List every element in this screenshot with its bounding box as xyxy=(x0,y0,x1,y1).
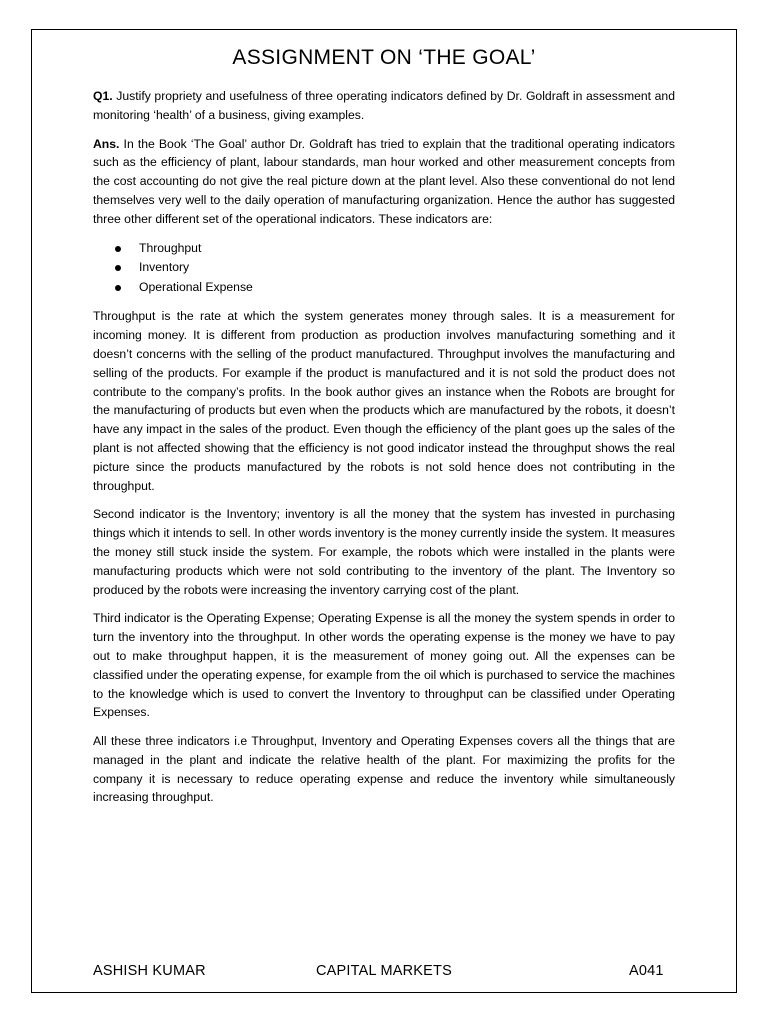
indicator-list xyxy=(93,239,675,298)
page-title: ASSIGNMENT ON ‘THE GOAL’ xyxy=(232,46,536,69)
bullet-icon xyxy=(115,246,121,252)
footer-subject: CAPITAL MARKETS xyxy=(316,963,452,979)
indicator-operational-expense: Operational Expense xyxy=(139,279,253,294)
question-label: Q1. xyxy=(93,89,113,103)
indicator-inventory: Inventory xyxy=(139,260,190,275)
bullet-icon xyxy=(115,265,121,271)
answer-paragraph xyxy=(93,135,675,229)
footer-roll-number: A041 xyxy=(629,963,664,979)
document-body xyxy=(93,87,675,817)
operating-expense-paragraph: Third indicator is the Operating Expense; Operating Expense is all the money the system spends in order to turn the inventory into the throughput. In other words the operating expense is the money we have to pay out to make throughput happen, it is the measurement of money going out. All the expenses can be classified under the operating expense, for example from the oil which is purchased to service the machines to the knowledge which is used to convert the Inventory to throughput can be classified under Operating Expenses. xyxy=(93,611,675,720)
list-item xyxy=(93,278,675,298)
list-item xyxy=(93,258,675,278)
list-item xyxy=(93,239,675,259)
throughput-paragraph: Throughput is the rate at which the system generates money through sales. It is a measurement for incoming money. It is different from production as production involves manufacturing something and it doesn’t concerns with the selling of the product manufactured. Throughput involves the manufacturing and selling of the products. For example if the product is manufactured and it is not sold the product does not contribute to the company’s profits. In the book author gives an instance when the Robots are brought for the manufacturing of products but even when the products which are manufactured by the robots, it doesn’t have any impact in the sales of the product. Even though the efficiency of the plant goes up the sales of the plant is not affected showing that the efficiency is not good indicator instead the throughput shows the real picture since the products manufactured by the robots is not sold hence does not contributing in the throughput. xyxy=(93,309,675,493)
question-paragraph xyxy=(93,87,675,125)
answer-label: Ans. xyxy=(93,136,120,151)
footer-author: ASHISH KUMAR xyxy=(93,963,206,979)
inventory-paragraph: Second indicator is the Inventory; inventory is all the money that the system has invested in purchasing things which it intends to sell. In other words inventory is the money currently inside the system. It measures the money still stuck inside the system. For example, the robots which were installed in the plants were manufacturing products which were not sold contributing to the inventory of the plant. The Inventory so produced by the robots were increasing the inventory carrying cost of the plant. xyxy=(93,507,675,597)
indicator-throughput: Throughput xyxy=(139,240,202,255)
conclusion-paragraph: All these three indicators i.e Throughput, Inventory and Operating Expenses covers all the things that are managed in the plant and indicate the relative health of the plant. For maximizing the profits for the company it is necessary to reduce operating expense and reduce the inventory while simultaneously increasing throughput. xyxy=(93,734,675,805)
question-text: Justify propriety and usefulness of three operating indicators defined by Dr. Goldraft in assessment and monitoring ‘health’ of a business, giving examples. xyxy=(93,89,675,122)
answer-text: In the Book ‘The Goal’ author Dr. Goldraft has tried to explain that the traditional operating indicators such as the efficiency of plant, labour standards, man hour worked and other measurement concepts from the cost accounting do not give the real picture down at the plant level. Also these conventional do not lend themselves very well to the daily operation of manufacturing organization. Hence the author has suggested three other different set of the operational indicators. These indicators are: xyxy=(93,136,675,226)
bullet-icon xyxy=(115,285,121,291)
